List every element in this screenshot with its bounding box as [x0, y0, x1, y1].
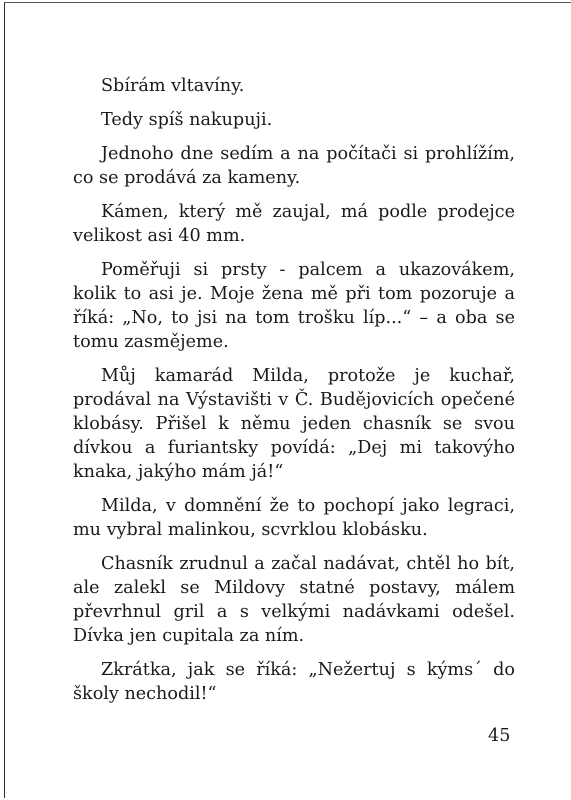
paragraph-9: Zkrátka, jak se říká: „Nežertuj s kýms´ do školy nechodil!“	[73, 660, 515, 704]
paragraph-2: Tedy spíš nakupuji.	[101, 110, 273, 130]
paragraph-5: Poměřuji si prsty - palcem a ukazovákem, kolik to asi je. Moje žena mě při tom pozoruje a říká: „No, to jsi na tom trošku líp...“ – a oba se tomu zasmějeme.	[73, 260, 515, 352]
paragraph-8: Chasník zrudnul a začal nadávat, chtěl ho bít, ale zalekl se Mildovy statné postavy, málem převrhnul gril a s velkými nadávkami odešel. Dívka jen cupitala za ním.	[73, 554, 515, 646]
paragraph-3: Jednoho dne sedím a na počítači si prohlížím, co se prodává za kameny.	[73, 144, 515, 188]
body-text	[73, 74, 515, 716]
page-edge-top	[4, 2, 571, 3]
page-number: 45	[488, 726, 511, 746]
page-edge-left	[4, 2, 5, 798]
paragraph-7: Milda, v domnění že to pochopí jako legraci, mu vybral malinkou, scvrklou klobásku.	[73, 496, 515, 540]
paragraph-6: Můj kamarád Milda, protože je kuchař, prodával na Výstavišti v Č. Budějovicích opečené klobásy. Přišel k němu jeden chasník se svou dívkou a furiantsky povídá: „Dej mi takovýho knaka, jakýho mám já!“	[73, 366, 515, 482]
paragraph-4: Kámen, který mě zaujal, má podle prodejce velikost asi 40 mm.	[73, 202, 515, 246]
paragraph-1: Sbírám vltavíny.	[101, 76, 245, 96]
